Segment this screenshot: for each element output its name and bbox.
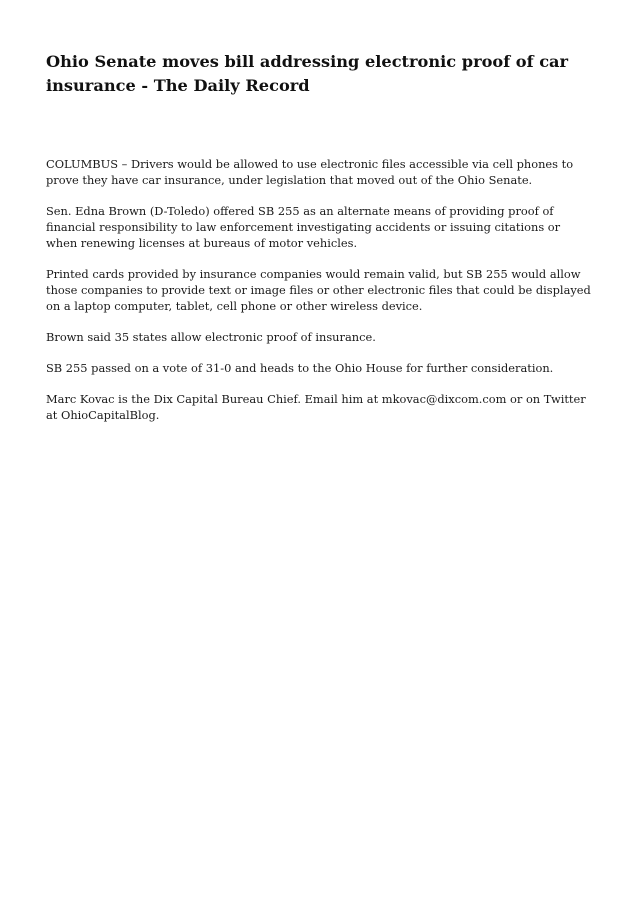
paragraph-dateline: COLUMBUS – Drivers would be allowed to use electronic files accessible via cell phones to prove they have car insurance, under legislation that moved out of the Ohio Senate. xyxy=(46,157,574,188)
document-page xyxy=(46,50,594,437)
article-title: Ohio Senate moves bill addressing electronic proof of car insurance - The Daily Record xyxy=(46,52,569,95)
paragraph-printed-cards: Printed cards provided by insurance companies would remain valid, but SB 255 would allow those companies to provide text or image files or other electronic files that could be displayed on a laptop computer, tablet, cell phone or other wireless device. xyxy=(46,267,591,314)
paragraph-sponsor: Sen. Edna Brown (D-Toledo) offered SB 255 as an alternate means of providing proof of financial responsibility to law enforcement investigating accidents or issuing citations or when renewing licenses at bureaus of motor vehicles. xyxy=(46,203,561,251)
article-body xyxy=(46,156,594,423)
paragraph-author: Marc Kovac is the Dix Capital Bureau Chief. Email him at mkovac@dixcom.com or on Twitter at OhioCapitalBlog. xyxy=(46,391,586,422)
paragraph-vote: SB 255 passed on a vote of 31-0 and heads to the Ohio House for further consideration. xyxy=(46,360,554,375)
paragraph-states: Brown said 35 states allow electronic proof of insurance. xyxy=(46,330,376,345)
